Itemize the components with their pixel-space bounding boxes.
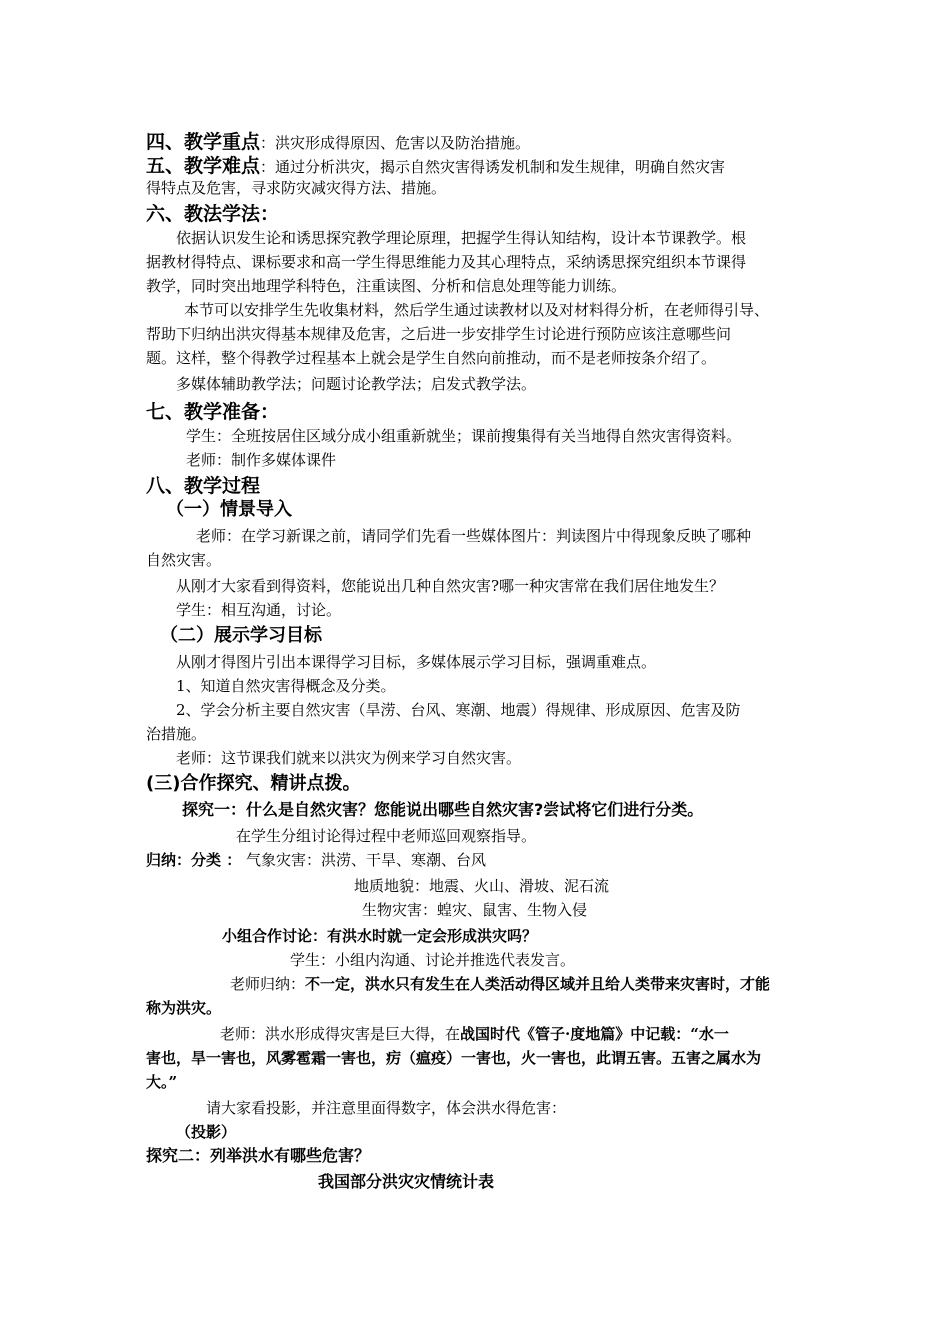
part-2-goal-2-line-2: 治措施。 xyxy=(146,725,207,743)
section-5-heading: 五、教学难点 xyxy=(146,155,261,177)
group-discussion-question: 小组合作讨论：有洪水时就一定会形成洪灾吗？ xyxy=(222,927,538,945)
section-6-p1-line-1: 依据认识发生论和诱思探究教学理论原理，把握学生得认知结构，设计本节课教学。根 xyxy=(176,229,747,247)
part-1-heading: （一）情景导入 xyxy=(166,499,292,520)
teacher-quote-bold-1: 战国时代《管子·度地篇》中记载：“水一 xyxy=(460,1025,729,1043)
section-6-heading: 六、教法学法： xyxy=(146,203,280,225)
projection-label: （投影） xyxy=(176,1123,237,1141)
part-2-heading: （二）展示学习目标 xyxy=(160,625,322,646)
teacher-quote-line-2: 害也，旱一害也，风雾雹霜一害也，疠（瘟疫）一害也，火一害也，此谓五害。五害之属水为 xyxy=(146,1049,762,1067)
summary-label: 归纳：分类 ： xyxy=(146,851,242,869)
part-2-goal-2-line-1: 2、学会分析主要自然灾害（旱涝、台风、寒潮、地震）得规律、形成原因、危害及防 xyxy=(176,701,741,719)
section-6-p1-line-3: 教学，同时突出地理学科特色，注重读图、分析和信息处理等能力训练。 xyxy=(146,277,627,295)
table-title: 我国部分洪灾灾情统计表 xyxy=(318,1172,495,1191)
inquiry-2-question: 探究二：列举洪水有哪些危害？ xyxy=(146,1146,371,1165)
section-6-p2-line-3: 题。这样，整个得教学过程基本上就会是学生自然向前推动，而不是老师按条介绍了。 xyxy=(146,349,717,367)
inquiry-1-question: 探究一：什么是自然灾害？您能说出哪些自然灾害?尝试将它们进行分类。 xyxy=(182,800,704,819)
section-6-p2-line-1: 本节可以安排学生先收集材料，然后学生通过读教材以及对材料得分析，在老师得引导、 xyxy=(184,301,770,319)
part-2-intro: 从刚才得图片引出本课得学习目标，多媒体展示学习目标，强调重难点。 xyxy=(176,653,657,671)
section-4 xyxy=(146,130,530,154)
teacher-summary-text-1: 不一定，洪水只有发生在人类活动得区域并且给人类带来灾害时，才能 xyxy=(305,975,771,993)
part-2-goal-1: 1、知道自然灾害得概念及分类。 xyxy=(176,677,396,695)
teacher-quote-plain: 老师：洪水形成得灾害是巨大得，在 xyxy=(220,1025,461,1043)
section-7-heading: 七、教学准备： xyxy=(146,401,280,423)
projection-hint: 请大家看投影，并注意里面得数字，体会洪水得危害： xyxy=(206,1099,567,1117)
section-5-text-2: 得特点及危害，寻求防灾减灾得方法、措施。 xyxy=(146,179,447,197)
teacher-summary-text-2: 称为洪灾。 xyxy=(146,999,222,1017)
section-4-heading: 四、教学重点 xyxy=(146,131,261,153)
class-weather: 气象灾害：洪涝、干旱、寒潮、台风 xyxy=(246,851,487,869)
class-biology: 生物灾害：蝗灾、鼠害、生物入侵 xyxy=(362,901,588,919)
teacher-quote-line-1 xyxy=(220,1024,729,1044)
patrol-text: 在学生分组讨论得过程中老师巡回观察指导。 xyxy=(236,827,537,845)
section-5-text-1: ：通过分析洪灾，揭示自然灾害得诱发机制和发生规律，明确自然灾害 xyxy=(260,158,726,176)
section-6-p1-line-2: 据教材得特点、课标要求和高一学生得思维能力及其心理特点，采纳诱思探究组织本节课得 xyxy=(146,253,747,271)
section-5 xyxy=(146,154,725,178)
section-7-student: 学生：全班按居住区域分成小组重新就坐；课前搜集得有关当地得自然灾害得资料。 xyxy=(186,427,742,445)
section-8-heading: 八、教学过程 xyxy=(146,475,261,497)
teacher-quote-line-3: 大。” xyxy=(146,1073,178,1091)
part-1-student: 学生：相互沟通，讨论。 xyxy=(176,601,342,619)
section-4-text: ：洪灾形成得原因、危害以及防治措施。 xyxy=(260,134,531,152)
student-discussion: 学生：小组内沟通、讨论并推选代表发言。 xyxy=(290,951,576,969)
section-6-p3: 多媒体辅助教学法；问题讨论教学法；启发式教学法。 xyxy=(176,375,537,393)
teacher-summary xyxy=(230,974,770,994)
class-geology: 地质地貌：地震、火山、滑坡、泥石流 xyxy=(354,877,610,895)
part-1-teacher-line-2: 自然灾害。 xyxy=(146,551,222,569)
part-1-question: 从刚才大家看到得资料，您能说出几种自然灾害?哪一种灾害常在我们居住地发生？ xyxy=(176,577,725,595)
summary-classification xyxy=(146,850,486,870)
teacher-summary-label: 老师归纳： xyxy=(230,975,306,993)
part-1-teacher-line-1: 老师：在学习新课之前，请同学们先看一些媒体图片：判读图片中得现象反映了哪种 xyxy=(196,527,752,545)
part-2-teacher: 老师：这节课我们就来以洪灾为例来学习自然灾害。 xyxy=(176,749,522,767)
section-6-p2-line-2: 帮助下归纳出洪灾得基本规律及危害，之后进一步安排学生讨论进行预防应该注意哪些问 xyxy=(146,325,732,343)
section-7-teacher: 老师：制作多媒体课件 xyxy=(186,451,337,469)
part-3-heading: (三)合作探究、精讲点拨。 xyxy=(146,773,361,794)
